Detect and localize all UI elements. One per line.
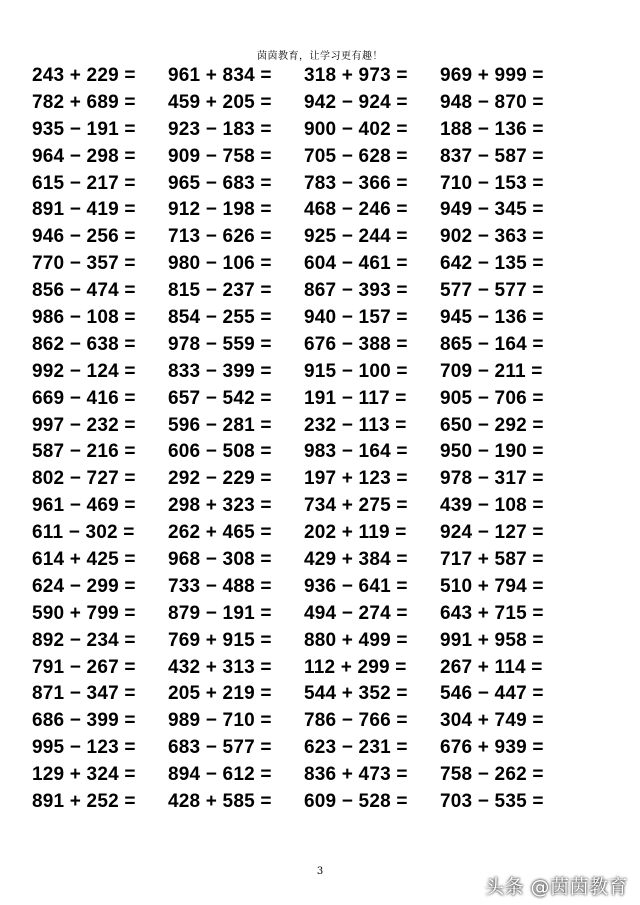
arithmetic-problem: 997 − 232 = [32,414,136,436]
arithmetic-problem: 577 − 577 = [440,280,544,302]
arithmetic-problem: 304 + 749 = [440,710,544,732]
problem-row [32,305,632,332]
arithmetic-problem: 880 + 499 = [304,629,408,651]
problem-row [32,171,632,198]
arithmetic-problem: 968 − 308 = [168,549,272,571]
problem-row [32,332,632,359]
arithmetic-problem: 983 − 164 = [304,441,408,463]
arithmetic-problem: 989 − 710 = [168,710,272,732]
problem-row [32,251,632,278]
arithmetic-problem: 924 − 127 = [440,522,544,544]
arithmetic-problem: 978 − 559 = [168,333,272,355]
arithmetic-problem: 879 − 191 = [168,602,272,624]
arithmetic-problem: 986 − 108 = [32,307,136,329]
arithmetic-problem: 769 + 915 = [168,629,272,651]
arithmetic-problem: 318 + 973 = [304,65,408,86]
arithmetic-problem: 292 − 229 = [168,468,272,490]
arithmetic-problem: 710 − 153 = [440,172,544,194]
arithmetic-problem: 432 + 313 = [168,656,272,678]
page-number: 3 [316,866,324,877]
arithmetic-problem: 191 − 117 = [304,387,407,409]
arithmetic-problem: 915 − 100 = [304,360,408,382]
arithmetic-problem: 623 − 231 = [304,737,408,759]
problem-row [32,574,632,601]
arithmetic-problem: 243 + 229 = [32,65,136,86]
arithmetic-problem: 205 + 219 = [168,683,272,705]
problem-row [32,655,632,682]
arithmetic-problem: 892 − 234 = [32,629,136,651]
arithmetic-problem: 965 − 683 = [168,172,272,194]
arithmetic-problem: 961 + 834 = [168,65,272,86]
arithmetic-problem: 606 − 508 = [168,441,272,463]
arithmetic-problem: 510 + 794 = [440,575,544,597]
problem-row [32,413,632,440]
arithmetic-problem: 964 − 298 = [32,145,136,167]
arithmetic-problem: 940 − 157 = [304,307,408,329]
arithmetic-problem: 950 − 190 = [440,441,544,463]
arithmetic-problem: 188 − 136 = [440,118,544,140]
arithmetic-problem: 854 − 255 = [168,307,272,329]
arithmetic-problem: 891 + 252 = [32,791,136,813]
arithmetic-problem: 923 − 183 = [168,118,272,140]
arithmetic-problem: 815 − 237 = [168,280,272,302]
arithmetic-problem: 980 − 106 = [168,253,272,275]
arithmetic-problem: 948 − 870 = [440,91,544,113]
arithmetic-problem: 683 − 577 = [168,737,272,759]
arithmetic-problem: 262 + 465 = [168,522,272,544]
arithmetic-problem: 935 − 191 = [32,118,136,140]
arithmetic-problem: 587 − 216 = [32,441,136,463]
arithmetic-problem: 604 − 461 = [304,253,408,275]
problem-row [32,224,632,251]
arithmetic-problem: 676 − 388 = [304,333,408,355]
problem-row [32,386,632,413]
problem-row [32,466,632,493]
arithmetic-problem: 733 − 488 = [168,575,272,597]
arithmetic-problem: 900 − 402 = [304,118,408,140]
arithmetic-problem: 713 − 626 = [168,226,272,248]
problem-grid [32,63,632,816]
arithmetic-problem: 902 − 363 = [440,226,544,248]
arithmetic-problem: 945 − 136 = [440,307,544,329]
page-header: 茵茵教育，让学习更有趣！ [257,51,383,62]
arithmetic-problem: 946 − 256 = [32,226,136,248]
arithmetic-problem: 468 − 246 = [304,199,408,221]
arithmetic-problem: 669 − 416 = [32,387,136,409]
arithmetic-problem: 703 − 535 = [440,791,544,813]
arithmetic-problem: 837 − 587 = [440,145,544,167]
arithmetic-problem: 643 + 715 = [440,602,544,624]
arithmetic-problem: 802 − 727 = [32,468,136,490]
arithmetic-problem: 969 + 999 = [440,65,544,86]
problem-row [32,359,632,386]
arithmetic-problem: 786 − 766 = [304,710,408,732]
arithmetic-problem: 783 − 366 = [304,172,408,194]
arithmetic-problem: 546 − 447 = [440,683,544,705]
arithmetic-problem: 991 + 958 = [440,629,544,651]
arithmetic-problem: 494 − 274 = [304,602,408,624]
problem-row [32,439,632,466]
arithmetic-problem: 624 − 299 = [32,575,136,597]
problem-row [32,601,632,628]
arithmetic-problem: 642 − 135 = [440,253,544,275]
arithmetic-problem: 865 − 164 = [440,333,544,355]
problem-row [32,735,632,762]
arithmetic-problem: 862 − 638 = [32,333,136,355]
arithmetic-problem: 909 − 758 = [168,145,272,167]
problem-row [32,117,632,144]
arithmetic-problem: 590 + 799 = [32,602,136,624]
arithmetic-problem: 836 + 473 = [304,764,408,786]
arithmetic-problem: 936 − 641 = [304,575,408,597]
arithmetic-problem: 961 − 469 = [32,495,136,517]
arithmetic-problem: 867 − 393 = [304,280,408,302]
problem-row [32,762,632,789]
arithmetic-problem: 705 − 628 = [304,145,408,167]
arithmetic-problem: 871 − 347 = [32,683,136,705]
arithmetic-problem: 650 − 292 = [440,414,544,436]
problem-row [32,520,632,547]
arithmetic-problem: 544 + 352 = [304,683,408,705]
arithmetic-problem: 202 + 119 = [304,522,407,544]
watermark: 头条 @茵茵教育 [484,876,628,898]
arithmetic-problem: 197 + 123 = [304,468,408,490]
problem-row [32,789,632,816]
arithmetic-problem: 791 − 267 = [32,656,136,678]
arithmetic-problem: 614 + 425 = [32,549,136,571]
arithmetic-problem: 232 − 113 = [304,414,407,436]
problem-row [32,628,632,655]
arithmetic-problem: 686 − 399 = [32,710,136,732]
problem-row [32,681,632,708]
arithmetic-problem: 657 − 542 = [168,387,272,409]
problem-row [32,63,632,90]
arithmetic-problem: 459 + 205 = [168,91,272,113]
arithmetic-problem: 942 − 924 = [304,91,408,113]
problem-row [32,708,632,735]
arithmetic-problem: 770 − 357 = [32,253,136,275]
arithmetic-problem: 894 − 612 = [168,764,272,786]
problem-row [32,90,632,117]
arithmetic-problem: 734 + 275 = [304,495,408,517]
arithmetic-problem: 925 − 244 = [304,226,408,248]
arithmetic-problem: 717 + 587 = [440,549,544,571]
arithmetic-problem: 833 − 399 = [168,360,272,382]
arithmetic-problem: 856 − 474 = [32,280,136,302]
arithmetic-problem: 912 − 198 = [168,199,272,221]
arithmetic-problem: 891 − 419 = [32,199,136,221]
arithmetic-problem: 709 − 211 = [440,360,543,382]
arithmetic-problem: 267 + 114 = [440,656,543,678]
arithmetic-problem: 429 + 384 = [304,549,408,571]
problem-row [32,493,632,520]
arithmetic-problem: 995 − 123 = [32,737,136,759]
arithmetic-problem: 428 + 585 = [168,791,272,813]
arithmetic-problem: 129 + 324 = [32,764,136,786]
problem-row [32,547,632,574]
arithmetic-problem: 112 + 299 = [304,656,407,678]
arithmetic-problem: 439 − 108 = [440,495,544,517]
arithmetic-problem: 609 − 528 = [304,791,408,813]
arithmetic-problem: 782 + 689 = [32,91,136,113]
arithmetic-problem: 992 − 124 = [32,360,136,382]
arithmetic-problem: 676 + 939 = [440,737,544,759]
arithmetic-problem: 611 − 302 = [32,522,135,544]
arithmetic-problem: 978 − 317 = [440,468,544,490]
arithmetic-problem: 596 − 281 = [168,414,272,436]
arithmetic-problem: 905 − 706 = [440,387,544,409]
arithmetic-problem: 758 − 262 = [440,764,544,786]
arithmetic-problem: 949 − 345 = [440,199,544,221]
problem-row [32,278,632,305]
arithmetic-problem: 298 + 323 = [168,495,272,517]
problem-row [32,197,632,224]
arithmetic-problem: 615 − 217 = [32,172,136,194]
problem-row [32,144,632,171]
